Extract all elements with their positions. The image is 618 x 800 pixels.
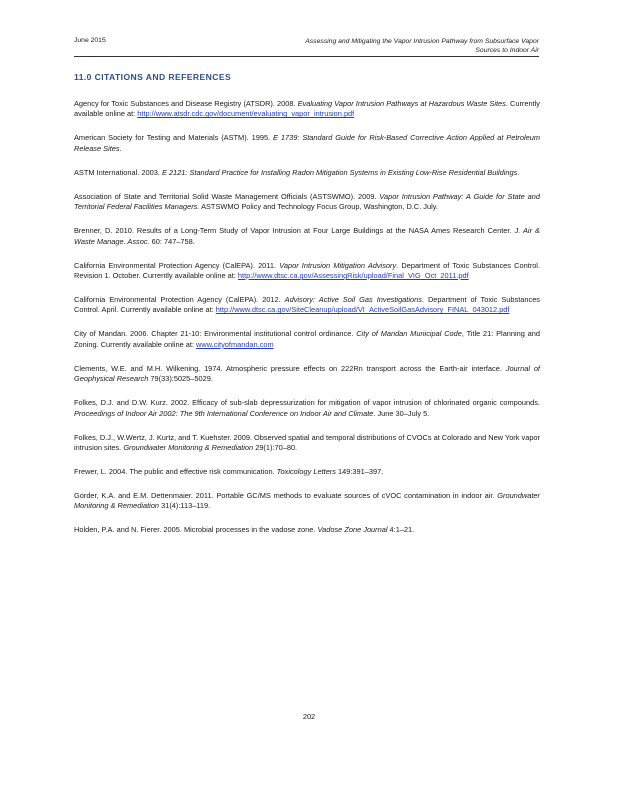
reference-title: Proceedings of Indoor Air 2002: The 9th International Conference on Indoor Air and Climate [74, 408, 374, 418]
reference-item [74, 491, 540, 512]
reference-title: J. Air & Waste Manage. Assoc. [74, 226, 540, 246]
reference-title: Vapor Intrusion Mitigation Advisory [279, 260, 397, 270]
reference-link[interactable]: http://www.atsdr.cdc.gov/document/evaluating_vapor_intrusion.pdf [137, 109, 355, 119]
reference-text: Holden, P.A. and N. Fierer. 2005. Microbial processes in the vadose zone. [74, 525, 316, 535]
reference-text: , Title 21: Planning and Zoning. Currently available online at: [74, 329, 541, 349]
reference-title: Vadose Zone Journal [317, 525, 388, 535]
reference-text: 29(1):70–80. [255, 443, 298, 453]
reference-text: Folkes, D.J. and D.W. Kurz. 2002. Efficacy of sub-slab depressurization for mitigation of vapor intrusion of chlorinated organic compounds. [74, 398, 540, 408]
reference-text: Folkes, D.J., W.Wertz, J. Kurtz, and T. Kuehster. 2009. Observed spatial and temporal distributions of CVOCs at Colorado and New York vapor intrusion sites. [74, 432, 540, 453]
reference-text: Association of State and Territorial Solid Waste Management Officials (ASTSWMO). 2009. [74, 191, 377, 201]
reference-item [74, 261, 540, 282]
reference-item [74, 364, 540, 385]
reference-text: . [119, 143, 122, 153]
header-title: Assessing and Mitigating the Vapor Intrusion Pathway from Subsurface Vapor Sources to Indoor Air [305, 38, 539, 54]
reference-text: Brenner, D. 2010. Results of a Long-Term Study of Vapor Intrusion at Four Large Buildings at the NASA Ames Research Center. [74, 226, 512, 236]
reference-link[interactable]: http://www.dtsc.ca.gov/SiteCleanup/upload/VI_ActiveSoilGasAdvisory_FINAL_043012.pdf [215, 305, 510, 315]
reference-title: Journal of Geophysical Research [74, 363, 540, 384]
reference-text: Frewer, L. 2004. The public and effective risk communication. [74, 467, 275, 477]
reference-text: 79(33):5025–5029. [150, 374, 213, 384]
reference-item [74, 398, 540, 419]
reference-title: Groundwater Monitoring & Remediation [74, 491, 540, 511]
reference-text: Agency for Toxic Substances and Disease Registry (ATSDR). 2008. [74, 99, 296, 108]
reference-text: 149:391–397. [338, 467, 384, 477]
reference-item [74, 433, 540, 454]
reference-title: City of Mandan Municipal Code [356, 329, 462, 339]
reference-item [74, 168, 540, 178]
reference-list [74, 99, 540, 549]
reference-title: Advisory: Active Soil Gas Investigations [284, 295, 422, 305]
reference-item [74, 99, 540, 120]
reference-text: . [517, 167, 520, 177]
reference-title: E 2121: Standard Practice for Installing Radon Mitigation Systems in Existing Low-Rise Residential Buildings [161, 167, 518, 177]
reference-text: 60: 747–758. [151, 236, 195, 246]
reference-text: California Environmental Protection Agency (CalEPA). 2011. [74, 260, 277, 270]
reference-title: Vapor Intrusion Pathway: A Guide for State and Territorial Federal Facilities Managers. [74, 191, 540, 212]
reference-text: 4:1–21. [389, 525, 415, 535]
reference-item [74, 329, 540, 350]
reference-link[interactable]: www.cityofmandan.com [196, 339, 274, 349]
header-date: June 2015 [74, 37, 106, 44]
reference-text: California Environmental Protection Agency (CalEPA). 2012. [74, 295, 281, 305]
section-title: 11.0 CITATIONS AND REFERENCES [74, 72, 232, 82]
reference-title: Toxicology Letters [276, 467, 336, 477]
page-number: 202 [302, 712, 316, 721]
reference-text: Clements, W.E. and M.H. Wilkening. 1974. Atmospheric pressure effects on 222Rn transport across the Earth-air interface. [74, 363, 502, 373]
reference-item [74, 192, 540, 213]
reference-text: City of Mandan. 2006. Chapter 21-10: Environmental institutional control ordinance. [74, 329, 354, 339]
reference-text: . Department of Toxic Substances Control. Revision 1. October. Currently available online at: [74, 260, 540, 281]
reference-text: ASTSWMO Policy and Technology Focus Group, Washington, D.C. July. [201, 202, 438, 212]
reference-title: Evaluating Vapor Intrusion Pathways at Hazardous Waste Sites. [297, 99, 508, 108]
reference-text: American Society for Testing and Materials (ASTM). 1995. [74, 133, 271, 143]
reference-item [74, 226, 540, 247]
reference-item [74, 525, 540, 535]
reference-text: Currently available online at: [74, 99, 540, 119]
reference-text: Gorder, K.A. and E.M. Dettenmaier. 2011. Portable GC/MS methods to evaluate sources of cVOC contamination in indoor air. [74, 491, 495, 501]
reference-text: 31(4):113–119. [161, 501, 211, 511]
reference-title: E 1739: Standard Guide for Risk-Based Corrective Action Applied at Petroleum Release Sites [74, 133, 540, 153]
reference-item [74, 133, 540, 154]
reference-item [74, 467, 540, 477]
reference-text: . Department of Toxic Substances Control. April. Currently available online at: [74, 295, 540, 315]
reference-item [74, 295, 540, 316]
reference-title: Groundwater Monitoring & Remediation [123, 443, 254, 453]
reference-text: . June 30–July 5. [373, 408, 430, 418]
header-divider [74, 56, 539, 57]
reference-link[interactable]: http://www.dtsc.ca.gov/AssessingRisk/upload/Final_VIG_Oct_2011.pdf [237, 271, 469, 281]
reference-text: ASTM International. 2003. [74, 167, 160, 177]
